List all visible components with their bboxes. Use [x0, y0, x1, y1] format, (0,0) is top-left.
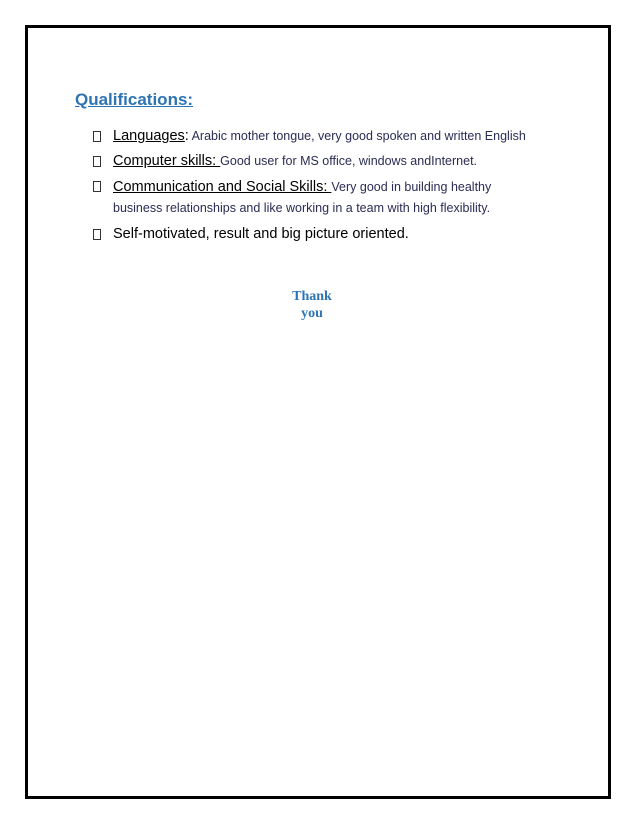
self-motivated-text: Self-motivated, result and big picture oriented. — [113, 226, 409, 242]
qualifications-list — [93, 127, 533, 249]
languages-text: Arabic mother tongue, very good spoken and written English — [188, 129, 526, 143]
bullet-icon — [93, 229, 101, 240]
communication-skills-label: Communication and Social Skills: — [113, 179, 332, 195]
bullet-icon — [93, 181, 101, 192]
section-heading: Qualifications: — [75, 90, 194, 109]
closing-line-2: you — [301, 306, 323, 321]
computer-skills-text: Good user for MS office, windows andInternet. — [220, 154, 478, 168]
communication-skills-text: Very good in building healthy business relationships and like working in a team with high flexibility. — [113, 180, 492, 215]
list-item-languages — [93, 127, 533, 146]
list-item-communication-skills — [93, 177, 533, 219]
computer-skills-label: Computer skills: — [113, 153, 221, 169]
languages-label: Languages — [113, 128, 185, 144]
languages-separator: : — [184, 128, 189, 144]
bullet-icon — [93, 156, 101, 167]
closing-message — [270, 288, 354, 322]
bullet-icon — [93, 131, 101, 142]
list-item-computer-skills — [93, 152, 533, 171]
closing-line-1: Thank — [292, 289, 332, 304]
list-item-self-motivated — [93, 225, 533, 243]
